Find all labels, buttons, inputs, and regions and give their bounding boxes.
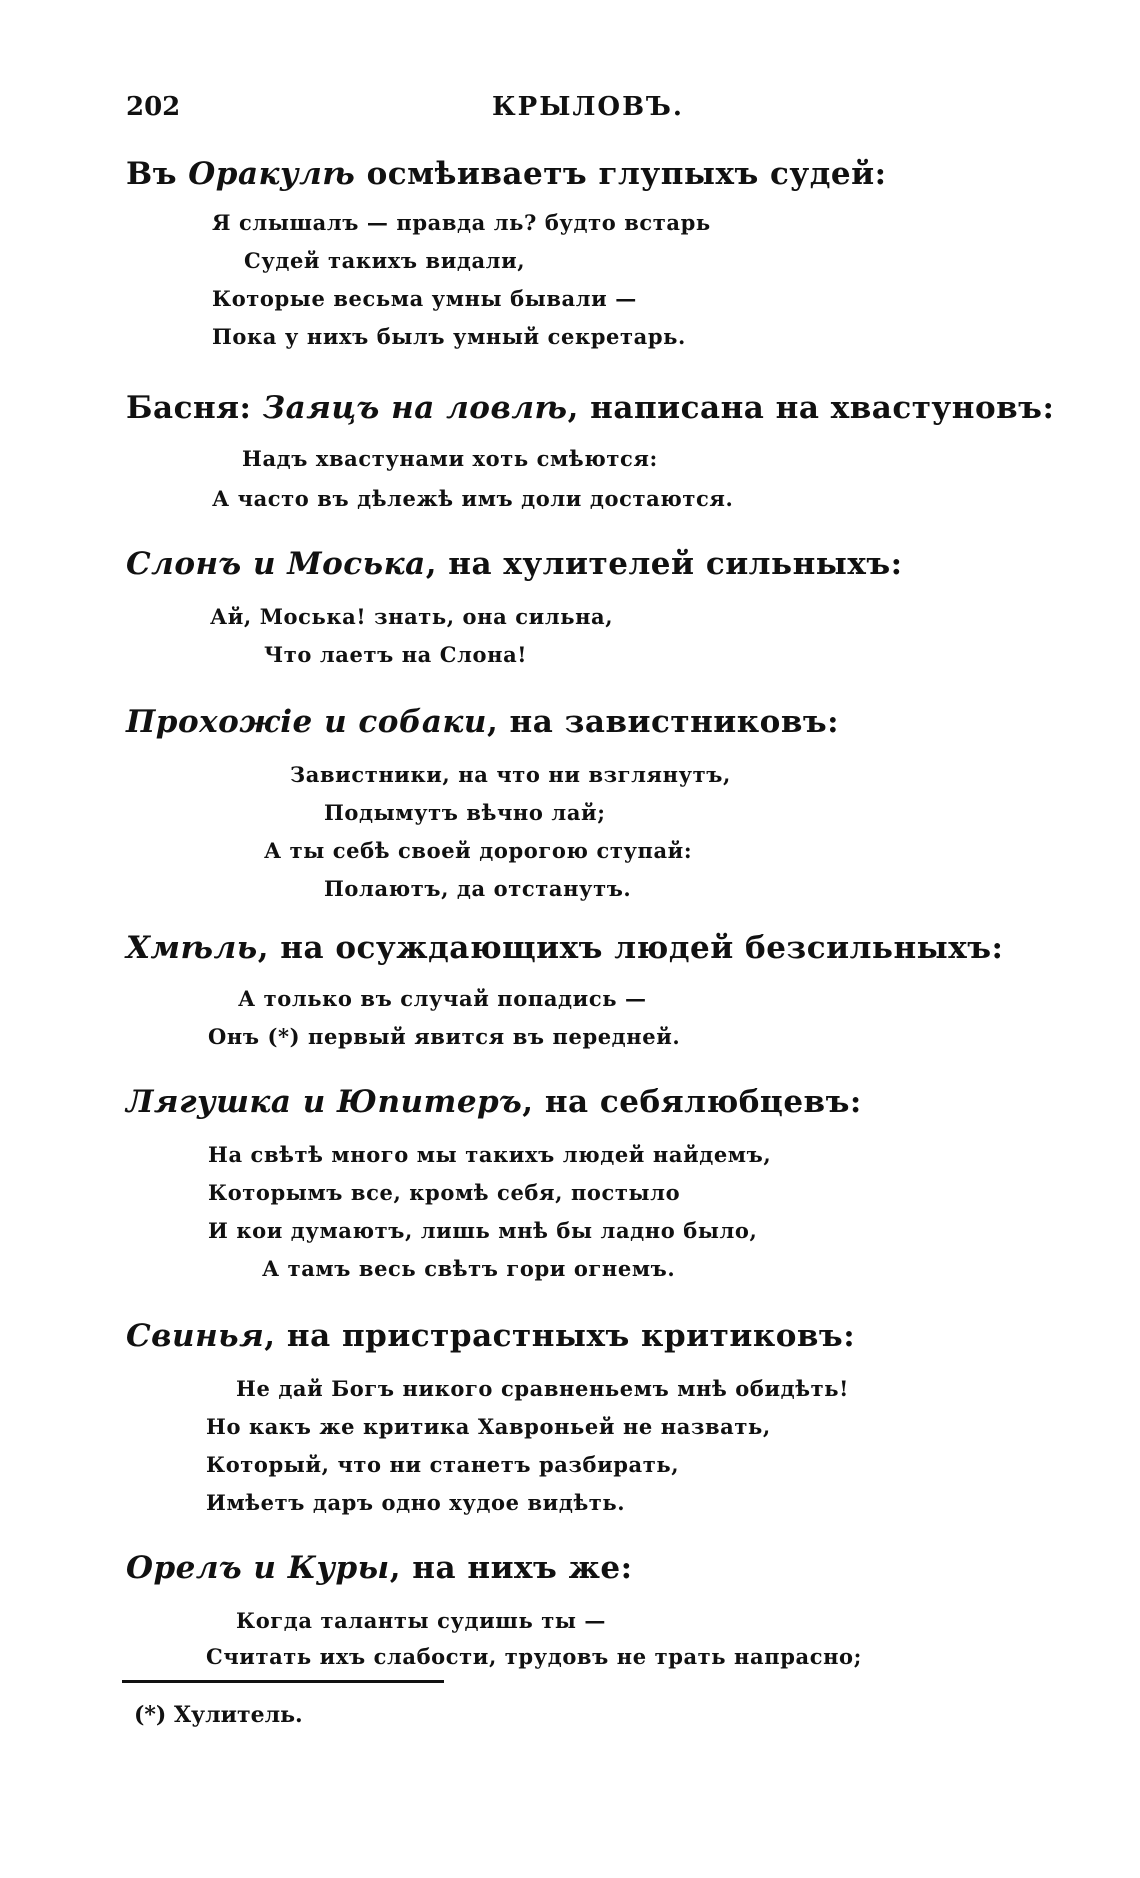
section-title: Слонъ и Моська, на хулителей сильныхъ: <box>126 546 903 582</box>
verse-line: Подымутъ вѣчно лай; <box>324 800 606 825</box>
verse-line: Что лаетъ на Слона! <box>264 642 528 667</box>
page-header <box>0 92 1140 132</box>
verse-line: Надъ хвастунами хоть смѣются: <box>242 446 658 471</box>
verse-line: Имѣетъ даръ одно худое видѣть. <box>206 1490 626 1515</box>
verse-line: Не дай Богъ никого сравненьемъ мнѣ обидѣть! <box>236 1376 849 1401</box>
section-title: Лягушка и Юпитеръ, на себялюбцевъ: <box>126 1084 862 1120</box>
verse-line: Полаютъ, да отстанутъ. <box>324 876 632 901</box>
verse-line: Считать ихъ слабости, трудовъ не трать напрасно; <box>206 1644 863 1669</box>
section-title: Басня: Заяцъ на ловлѣ, написана на хвастуновъ: <box>126 390 1055 426</box>
page-number: 202 <box>126 92 181 122</box>
verse-line: На свѣтѣ много мы такихъ людей найдемъ, <box>208 1142 772 1167</box>
verse-line: Завистники, на что ни взглянутъ, <box>290 762 731 787</box>
verse-line: А часто въ дѣлежѣ имъ доли достаются. <box>212 486 734 511</box>
section-title: Прохожіе и собаки, на завистниковъ: <box>126 704 840 740</box>
verse-line: Которымъ все, кромѣ себя, постыло <box>208 1180 681 1205</box>
verse-line: Пока у нихъ былъ умный секретарь. <box>212 324 686 349</box>
section-title: Орелъ и Куры, на нихъ же: <box>126 1550 633 1586</box>
verse-line: А только въ случай попадись — <box>238 986 647 1011</box>
verse-line: Когда таланты судишь ты — <box>236 1608 606 1633</box>
verse-line: Которые весьма умны бывали — <box>212 286 637 311</box>
verse-line: Я слышалъ — правда ль? будто встарь <box>212 210 711 235</box>
section-title: Хмѣль, на осуждающихъ людей безсильныхъ: <box>126 930 1004 966</box>
verse-line: Ай, Моська! знать, она сильна, <box>210 604 614 629</box>
running-title: КРЫЛОВЪ. <box>492 92 684 122</box>
verse-line: А тамъ весь свѣтъ гори огнемъ. <box>262 1256 676 1281</box>
verse-line: А ты себѣ своей дорогою ступай: <box>264 838 693 863</box>
footnote: (*) Хулитель. <box>134 1702 303 1728</box>
section-title: Свинья, на пристрастныхъ критиковъ: <box>126 1318 856 1354</box>
footnote-rule <box>122 1680 444 1683</box>
verse-line: Который, что ни станетъ разбирать, <box>206 1452 680 1477</box>
verse-line: Судей такихъ видали, <box>244 248 526 273</box>
section-title: Въ Оракулѣ осмѣиваетъ глупыхъ судей: <box>126 156 887 192</box>
verse-line: Но какъ же критика Хавроньей не назвать, <box>206 1414 771 1439</box>
verse-line: Онъ (*) первый явится въ передней. <box>208 1024 681 1049</box>
verse-line: И кои думаютъ, лишь мнѣ бы ладно было, <box>208 1218 758 1243</box>
